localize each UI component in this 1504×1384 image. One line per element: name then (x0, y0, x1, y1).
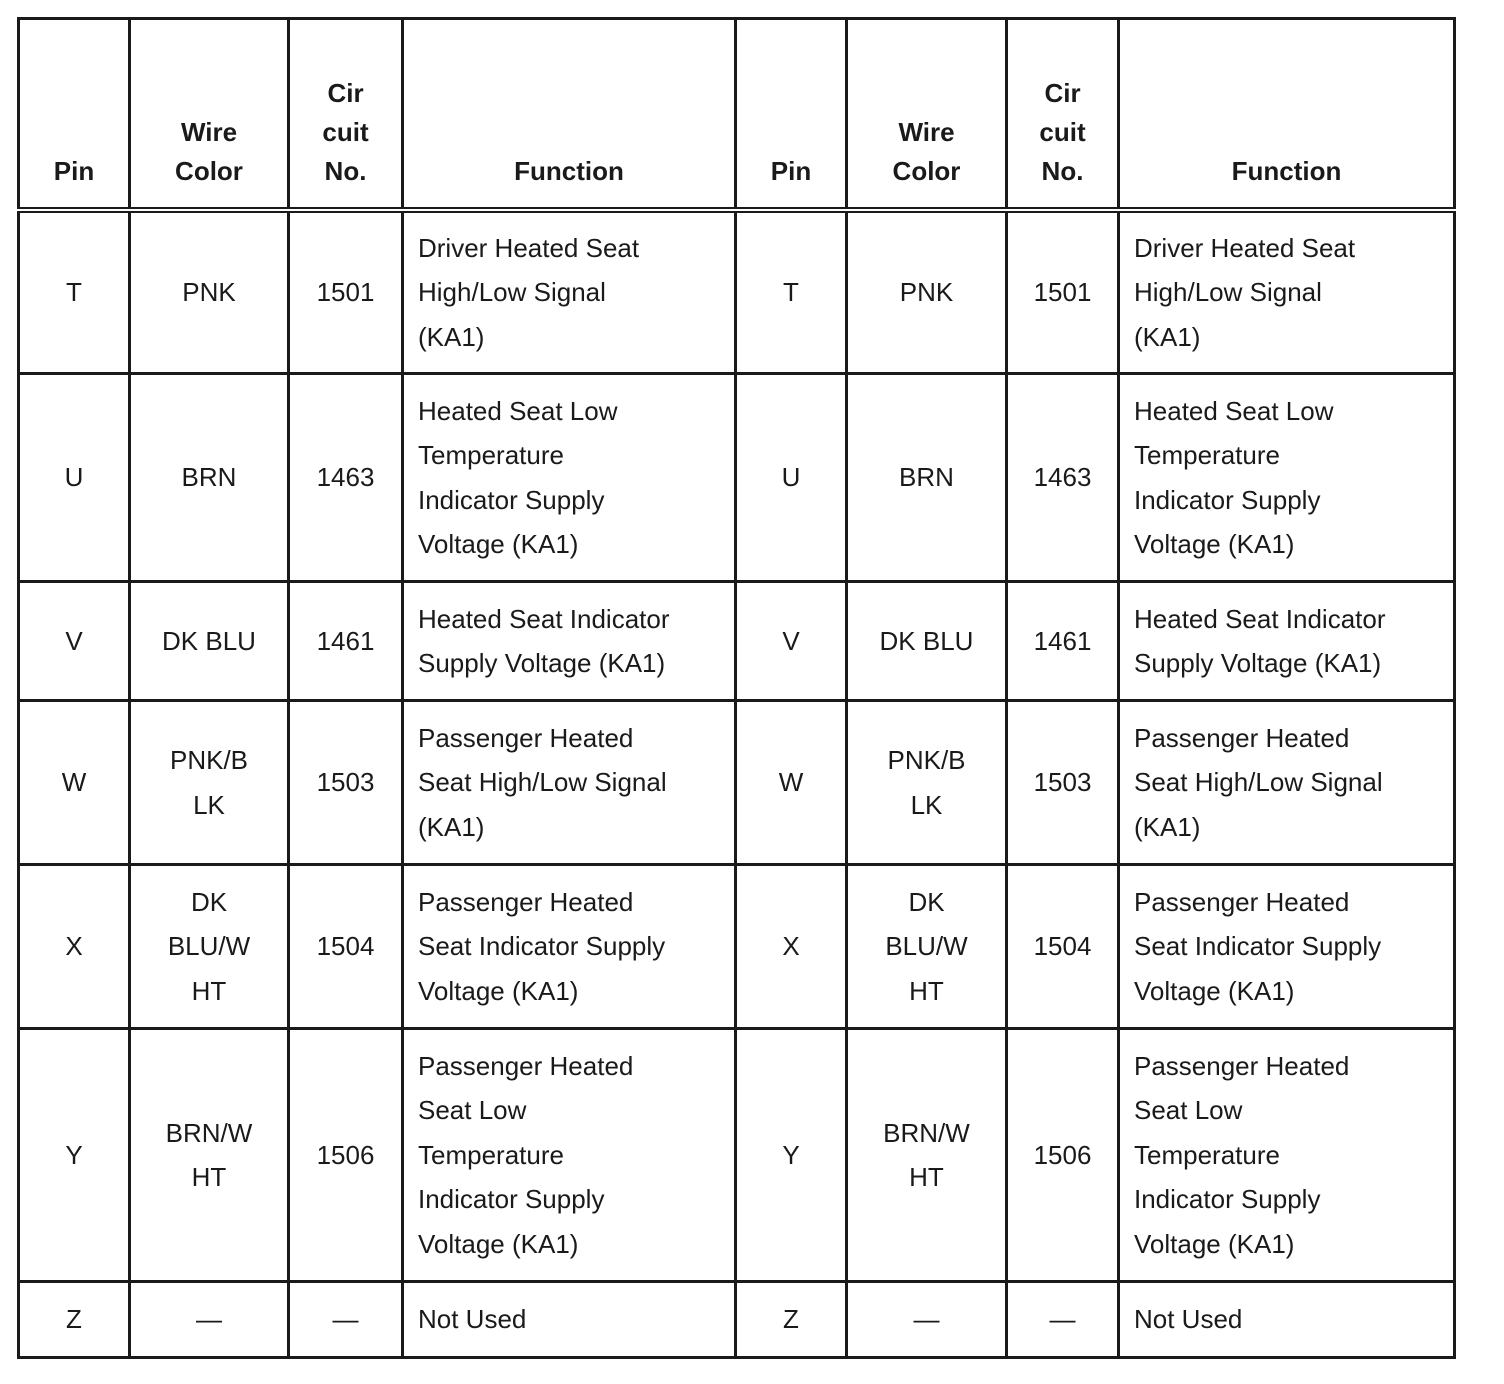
function-line: Passenger Heated (418, 1050, 634, 1081)
wire-color-line: BRN (181, 462, 237, 493)
wire-color-line: DK (908, 886, 945, 917)
function-line: Passenger Heated (1134, 1050, 1350, 1081)
table-row (19, 582, 1455, 701)
header-pin: Pin (19, 19, 130, 210)
wire-color-cell (847, 210, 1007, 374)
function-line: Driver Heated Seat (418, 232, 640, 263)
function-line: High/Low Signal (418, 277, 606, 307)
table-row (19, 1282, 1455, 1358)
function-cell (1119, 865, 1455, 1029)
wire-color-cell (847, 865, 1007, 1029)
wire-color-line: DK BLU (879, 625, 974, 656)
function-line: Supply Voltage (KA1) (1134, 648, 1382, 678)
function-line: Seat High/Low Signal (1134, 767, 1383, 798)
wire-color-cell (847, 701, 1007, 865)
function-line: Seat Indicator Supply (1134, 931, 1382, 962)
wire-color-line: LK (910, 789, 943, 820)
wire-color-line: PNK (899, 277, 954, 307)
pin-cell: U (19, 374, 130, 582)
function-line: Passenger Heated (418, 886, 634, 917)
circuit-cell: 1503 (1007, 701, 1119, 865)
circuit-cell: — (289, 1282, 403, 1358)
table-row (19, 210, 1455, 374)
function-line: Seat Indicator Supply (418, 931, 666, 962)
table-row (19, 865, 1455, 1029)
function-line: Seat Low (1134, 1095, 1243, 1126)
function-line: (KA1) (418, 811, 485, 842)
wire-color-line: BRN/W (165, 1117, 253, 1148)
wire-color-line: DK (190, 886, 228, 917)
function-line: Seat Low (418, 1095, 527, 1126)
wire-color-line: HT (191, 975, 227, 1006)
function-cell (1119, 374, 1455, 582)
function-line: Not Used (1134, 1304, 1243, 1335)
function-line: (KA1) (418, 321, 485, 352)
wire-color-line: DK BLU (162, 625, 256, 656)
wire-color-line: PNK/B (887, 745, 966, 775)
pin-cell: Y (19, 1029, 130, 1282)
wire-color-cell (130, 210, 289, 374)
function-line: Heated Seat Low (1134, 395, 1334, 426)
function-line: Heated Seat Indicator (418, 603, 670, 634)
function-line: Voltage (KA1) (1134, 1228, 1295, 1259)
function-line: Driver Heated Seat (1134, 232, 1356, 263)
wire-color-cell (130, 701, 289, 865)
wire-color-cell (130, 374, 289, 582)
function-line: Heated Seat Low (418, 395, 618, 426)
circuit-cell: 1506 (1007, 1029, 1119, 1282)
wire-color-line: BRN/W (883, 1117, 970, 1148)
wire-color-cell (130, 1029, 289, 1282)
function-cell (1119, 1029, 1455, 1282)
wire-color-line: HT (191, 1162, 227, 1192)
circuit-cell: — (1007, 1282, 1119, 1358)
table-row (19, 1029, 1455, 1282)
function-cell (403, 1282, 736, 1358)
wire-color-line: HT (909, 1162, 944, 1192)
circuit-cell: 1461 (289, 582, 403, 701)
function-line: Temperature (1134, 1139, 1280, 1170)
wire-color-cell (847, 374, 1007, 582)
function-line: Voltage (KA1) (418, 975, 579, 1006)
circuit-cell: 1506 (289, 1029, 403, 1282)
function-line: Temperature (418, 1139, 564, 1170)
pin-cell: Z (19, 1282, 130, 1358)
table-row (19, 374, 1455, 582)
function-line: Not Used (418, 1304, 527, 1335)
function-cell (1119, 210, 1455, 374)
wire-color-line: BRN (899, 462, 954, 493)
wire-color-cell (130, 582, 289, 701)
circuit-cell: 1501 (1007, 210, 1119, 374)
header-wire-color: Wire Color (847, 19, 1007, 210)
function-line: Heated Seat Indicator (1134, 603, 1386, 634)
pin-cell: W (19, 701, 130, 865)
pin-cell: T (736, 210, 847, 374)
function-line: Passenger Heated (418, 722, 634, 753)
function-cell (1119, 701, 1455, 865)
function-line: Indicator Supply (418, 484, 605, 515)
function-cell (403, 865, 736, 1029)
function-line: High/Low Signal (1134, 277, 1322, 307)
circuit-cell: 1461 (1007, 582, 1119, 701)
header-circuit-no: Cir cuit No. (289, 19, 403, 210)
function-line: Voltage (KA1) (418, 1228, 579, 1259)
function-cell (403, 210, 736, 374)
function-cell (403, 1029, 736, 1282)
wire-color-line: LK (193, 789, 225, 820)
function-line: Temperature (1134, 440, 1280, 470)
wire-color-line: PNK (182, 277, 236, 307)
function-cell (403, 582, 736, 701)
circuit-cell: 1463 (289, 374, 403, 582)
function-cell (403, 374, 736, 582)
wire-color-line: — (913, 1304, 940, 1335)
function-line: Voltage (KA1) (1134, 975, 1295, 1006)
pin-cell: Y (736, 1029, 847, 1282)
function-line: Indicator Supply (1134, 484, 1321, 515)
wire-color-line: PNK/B (169, 745, 249, 775)
pin-cell: X (736, 865, 847, 1029)
table-body (19, 210, 1455, 1358)
function-line: Indicator Supply (418, 1184, 605, 1215)
wire-color-line: BLU/W (885, 931, 968, 962)
pin-cell: V (19, 582, 130, 701)
function-line: Seat High/Low Signal (418, 767, 667, 798)
circuit-cell: 1503 (289, 701, 403, 865)
wire-color-line: HT (909, 975, 944, 1006)
function-line: Passenger Heated (1134, 722, 1350, 753)
header-function: Function (403, 19, 736, 210)
table-row (19, 701, 1455, 865)
function-line: Supply Voltage (KA1) (418, 648, 666, 678)
wire-color-line: — (196, 1304, 222, 1335)
wire-color-line: BLU/W (167, 931, 251, 962)
circuit-cell: 1501 (289, 210, 403, 374)
function-line: (KA1) (1134, 811, 1201, 842)
wire-color-cell (847, 1029, 1007, 1282)
function-cell (1119, 1282, 1455, 1358)
pin-cell: V (736, 582, 847, 701)
function-line: Passenger Heated (1134, 886, 1350, 917)
circuit-cell: 1504 (1007, 865, 1119, 1029)
pin-cell: Z (736, 1282, 847, 1358)
function-line: Temperature (418, 440, 564, 470)
function-line: (KA1) (1134, 321, 1201, 352)
pin-cell: T (19, 210, 130, 374)
header-wire-color: Wire Color (130, 19, 289, 210)
wire-color-cell (130, 1282, 289, 1358)
function-line: Voltage (KA1) (1134, 529, 1295, 559)
function-cell (1119, 582, 1455, 701)
header-circuit-no: Cir cuit No. (1007, 19, 1119, 210)
wire-color-cell (847, 582, 1007, 701)
header-row (19, 19, 1455, 210)
pin-cell: W (736, 701, 847, 865)
function-line: Indicator Supply (1134, 1184, 1321, 1215)
header-pin: Pin (736, 19, 847, 210)
header-function: Function (1119, 19, 1455, 210)
pin-cell: U (736, 374, 847, 582)
function-line: Voltage (KA1) (418, 529, 579, 559)
wire-color-cell (847, 1282, 1007, 1358)
pinout-table (17, 17, 1456, 1359)
wire-color-cell (130, 865, 289, 1029)
pin-cell: X (19, 865, 130, 1029)
function-cell (403, 701, 736, 865)
circuit-cell: 1504 (289, 865, 403, 1029)
circuit-cell: 1463 (1007, 374, 1119, 582)
